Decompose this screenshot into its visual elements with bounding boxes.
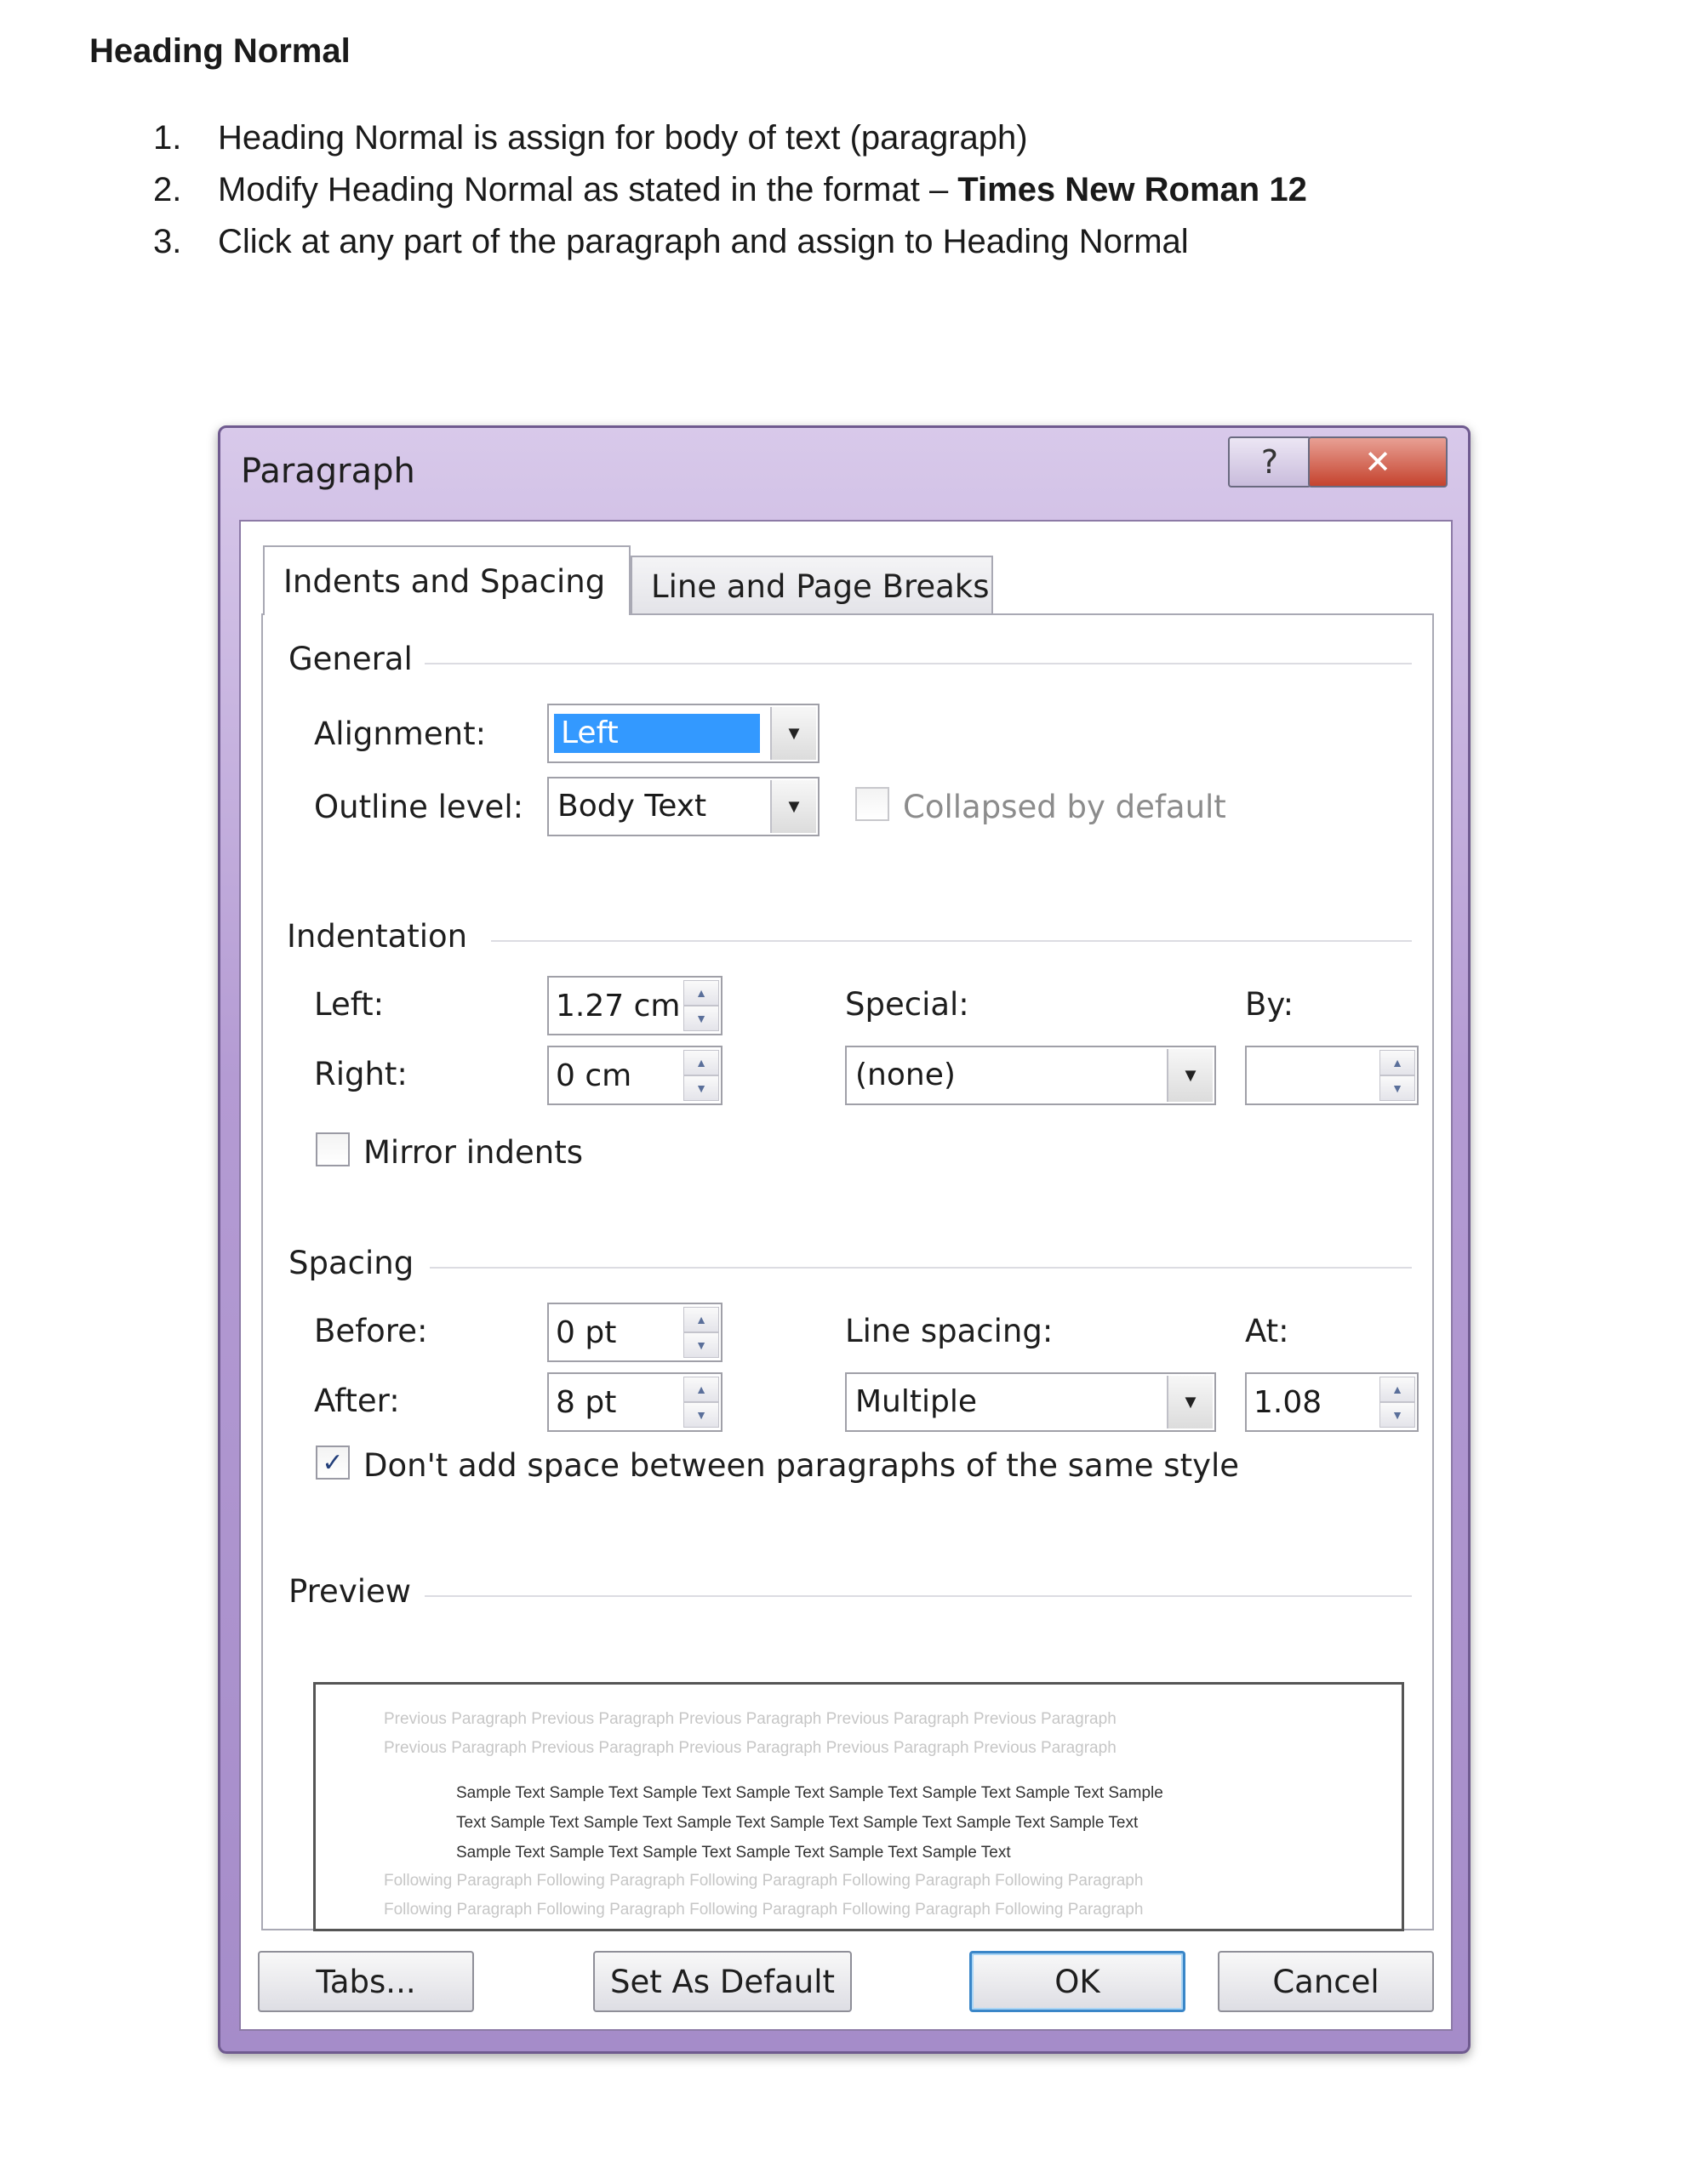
list-number: 1.	[153, 119, 182, 157]
help-button[interactable]: ?	[1228, 436, 1311, 488]
spin-up-icon[interactable]: ▲	[683, 1050, 719, 1075]
at-label: At:	[1245, 1313, 1289, 1349]
list-text	[218, 216, 1189, 268]
spacing-after-value: 8 pt	[556, 1385, 617, 1420]
list-text	[218, 112, 1028, 164]
line-spacing-label: Line spacing:	[845, 1313, 1054, 1349]
spin-down-icon[interactable]: ▼	[683, 1006, 719, 1031]
paragraph-dialog	[218, 425, 1471, 2054]
list-text-plain: Heading Normal is assign for body of text (paragraph)	[218, 119, 1028, 157]
list-text-plain: Click at any part of the paragraph and assign to Heading Normal	[218, 223, 1189, 260]
spacing-before-spinner[interactable]	[547, 1303, 722, 1362]
at-value: 1.08	[1254, 1385, 1322, 1420]
spacing-before-label: Before:	[314, 1313, 428, 1349]
chevron-down-icon[interactable]: ▼	[770, 707, 816, 760]
outline-level-value: Body Text	[557, 789, 707, 824]
special-select[interactable]	[845, 1046, 1216, 1105]
list-number: 3.	[153, 223, 182, 260]
preview-section-title: Preview	[288, 1573, 412, 1610]
by-label: By:	[1245, 986, 1294, 1023]
mirror-indents-checkbox[interactable]	[316, 1132, 350, 1166]
spin-up-icon[interactable]: ▲	[683, 1307, 719, 1332]
general-section-title: General	[288, 641, 413, 677]
indent-right-value: 0 cm	[556, 1058, 632, 1093]
dont-add-space-checkbox[interactable]: ✓	[316, 1446, 350, 1480]
line-spacing-value: Multiple	[855, 1384, 977, 1419]
spin-up-icon[interactable]: ▲	[1379, 1377, 1415, 1402]
spin-down-icon[interactable]: ▼	[683, 1332, 719, 1358]
section-divider	[425, 663, 1412, 664]
document-heading: Heading Normal	[89, 32, 351, 70]
list-text-plain: Modify Heading Normal as stated in the format –	[218, 171, 958, 208]
outline-level-label: Outline level:	[314, 789, 524, 825]
chevron-down-icon[interactable]: ▼	[1167, 1049, 1213, 1102]
preview-following-line: Following Paragraph Following Paragraph Following Paragraph Following Paragraph Following Paragraph	[384, 1901, 1144, 1919]
close-button[interactable]: ✕	[1308, 436, 1448, 488]
spin-up-icon[interactable]: ▲	[683, 980, 719, 1006]
preview-sample-line: Sample Text Sample Text Sample Text Sample Text Sample Text Sample Text Sample Text Sample	[456, 1784, 1163, 1802]
indent-right-label: Right:	[314, 1056, 408, 1092]
alignment-label: Alignment:	[314, 716, 487, 752]
preview-previous-line: Previous Paragraph Previous Paragraph Previous Paragraph Previous Paragraph Previous Paragraph	[384, 1739, 1117, 1757]
spin-down-icon[interactable]: ▼	[683, 1402, 719, 1428]
indent-left-label: Left:	[314, 986, 385, 1023]
dont-add-space-label: Don't add space between paragraphs of the same style	[363, 1447, 1240, 1484]
collapsed-label: Collapsed by default	[903, 789, 1226, 825]
line-spacing-select[interactable]	[845, 1372, 1216, 1432]
preview-sample-line: Text Sample Text Sample Text Sample Text Sample Text Sample Text Sample Text Sample Text	[456, 1814, 1139, 1832]
tab-panel	[261, 613, 1434, 1930]
spin-up-icon[interactable]: ▲	[683, 1377, 719, 1402]
spin-up-icon[interactable]: ▲	[1379, 1050, 1415, 1075]
alignment-value: Left	[554, 714, 760, 753]
spacing-before-value: 0 pt	[556, 1315, 617, 1350]
dialog-client-area	[239, 520, 1453, 2031]
alignment-select[interactable]	[547, 704, 820, 763]
preview-sample-line: Sample Text Sample Text Sample Text Sample Text Sample Text Sample Text	[456, 1844, 1011, 1862]
indent-left-value: 1.27 cm	[556, 989, 681, 1024]
spin-down-icon[interactable]: ▼	[683, 1075, 719, 1101]
tab-indents-and-spacing[interactable]: Indents and Spacing	[263, 545, 631, 615]
tab-line-and-page-breaks[interactable]: Line and Page Breaks	[631, 556, 993, 615]
preview-following-line: Following Paragraph Following Paragraph Following Paragraph Following Paragraph Following Paragraph	[384, 1872, 1144, 1890]
ok-button[interactable]: OK	[969, 1951, 1185, 2012]
set-as-default-button[interactable]: Set As Default	[593, 1951, 852, 2012]
at-spinner[interactable]	[1245, 1372, 1419, 1432]
list-text-bold: Times New Roman 12	[957, 171, 1307, 208]
cancel-button[interactable]: Cancel	[1218, 1951, 1434, 2012]
chevron-down-icon[interactable]: ▼	[770, 780, 816, 833]
list-number: 2.	[153, 171, 182, 208]
section-divider	[425, 1595, 1412, 1597]
tabs-button[interactable]: Tabs...	[258, 1951, 474, 2012]
collapsed-checkbox[interactable]	[855, 787, 889, 821]
outline-level-select[interactable]	[547, 777, 820, 836]
spin-down-icon[interactable]: ▼	[1379, 1075, 1415, 1101]
indent-left-spinner[interactable]	[547, 976, 722, 1035]
indentation-section-title: Indentation	[287, 918, 468, 955]
section-divider	[430, 1267, 1412, 1269]
list-text	[218, 164, 1307, 216]
section-divider	[491, 940, 1412, 942]
special-value: (none)	[855, 1058, 956, 1092]
indent-right-spinner[interactable]	[547, 1046, 722, 1105]
preview-previous-line: Previous Paragraph Previous Paragraph Previous Paragraph Previous Paragraph Previous Paragraph	[384, 1710, 1117, 1728]
dialog-title: Paragraph	[241, 452, 415, 491]
by-spinner[interactable]	[1245, 1046, 1419, 1105]
chevron-down-icon[interactable]: ▼	[1167, 1376, 1213, 1428]
spacing-after-label: After:	[314, 1383, 400, 1419]
spacing-section-title: Spacing	[288, 1245, 414, 1281]
spin-down-icon[interactable]: ▼	[1379, 1402, 1415, 1428]
mirror-indents-label: Mirror indents	[363, 1134, 583, 1171]
spacing-after-spinner[interactable]	[547, 1372, 722, 1432]
special-label: Special:	[845, 986, 969, 1023]
preview-box	[313, 1682, 1404, 1931]
